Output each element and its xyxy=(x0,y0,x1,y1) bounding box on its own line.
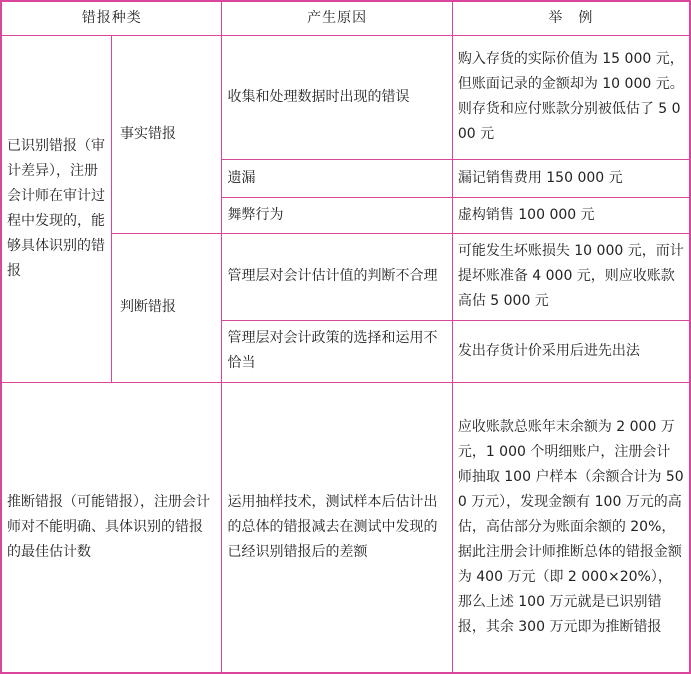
identified-misstatement-label: 已识别错报（审计差异），注册会计师在审计过程中发现的，能够具体识别的错报 xyxy=(1,35,111,382)
example-cell: 可能发生坏账损失 10 000 元，而计提坏账准备 4 000 元，则应收账款高估 5 000 元 xyxy=(452,233,690,320)
header-cause: 产生原因 xyxy=(222,1,452,35)
cause-cell: 管理层对会计政策的选择和运用不恰当 xyxy=(222,320,452,382)
header-row xyxy=(1,1,690,35)
cause-cell: 管理层对会计估计值的判断不合理 xyxy=(222,233,452,320)
cause-cell: 遗漏 xyxy=(222,159,452,197)
example-cell: 应收账款总账年末余额为 2 000 万元，1 000 个明细账户，注册会计师抽取 100 户样本（余额合计为 500 万元），发现金额有 100 万元的高估，高估部分为账面余额的 20%，据此注册会计师推断总体的错报金额为 400 万元（即 2 000×20%），那么上述 100 万元就是已识别错报，其余 300 万元即为推断错报 xyxy=(452,382,690,673)
table-row xyxy=(1,35,690,159)
projected-misstatement-label: 推断错报（可能错报），注册会计师对不能明确、具体识别的错报的最佳估计数 xyxy=(1,382,222,673)
example-cell: 发出存货计价采用后进先出法 xyxy=(452,320,690,382)
cause-cell: 舞弊行为 xyxy=(222,197,452,233)
header-type: 错报种类 xyxy=(1,1,222,35)
judgmental-misstatement-label: 判断错报 xyxy=(111,233,221,382)
table-row xyxy=(1,382,690,673)
header-example: 举 例 xyxy=(452,1,690,35)
example-cell: 虚构销售 100 000 元 xyxy=(452,197,690,233)
factual-misstatement-label: 事实错报 xyxy=(111,35,221,233)
cause-cell: 运用抽样技术，测试样本后估计出的总体的错报减去在测试中发现的已经识别错报后的差额 xyxy=(222,382,452,673)
cause-cell: 收集和处理数据时出现的错误 xyxy=(222,35,452,159)
example-cell: 漏记销售费用 150 000 元 xyxy=(452,159,690,197)
example-cell: 购入存货的实际价值为 15 000 元，但账面记录的金额却为 10 000 元。则存货和应付账款分别被低估了 5 000 元 xyxy=(452,35,690,159)
